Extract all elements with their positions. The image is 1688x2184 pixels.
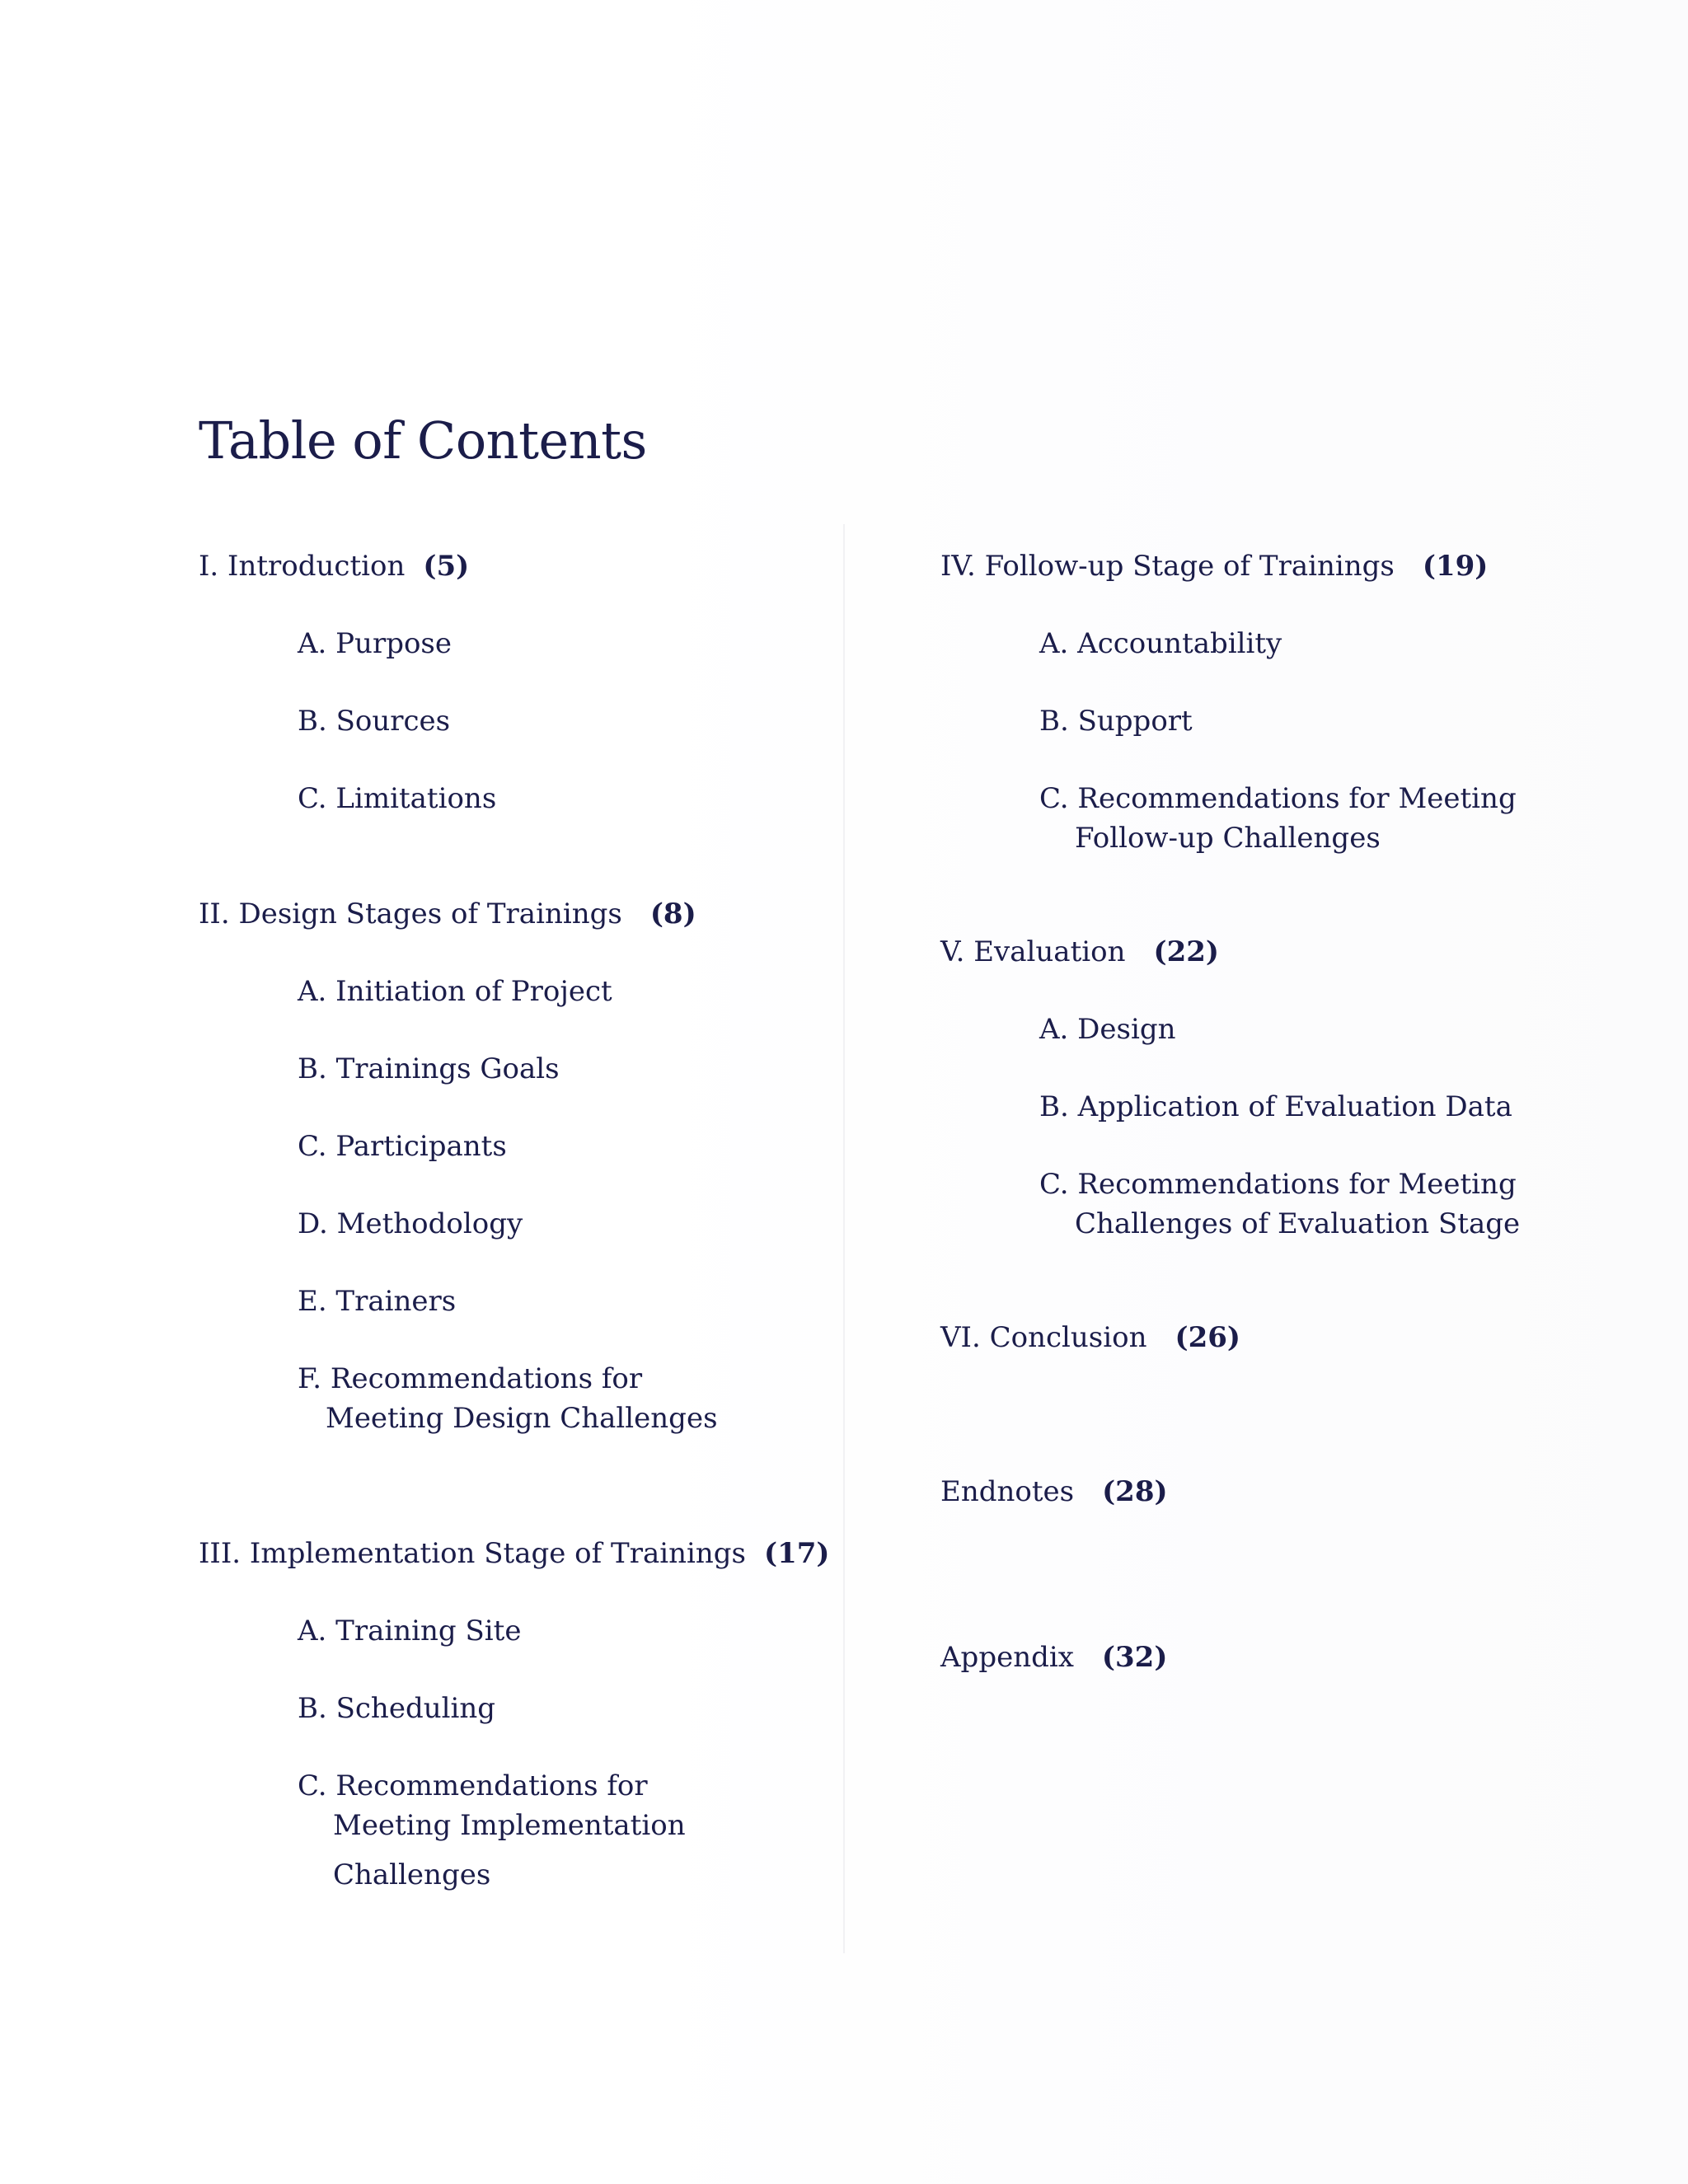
toc-item-trainers[interactable]: E. Trainers [298,1285,457,1318]
section-label: V. Evaluation [940,935,1126,968]
toc-section-implementation-stage[interactable] [199,1534,829,1573]
toc-item-initiation-of-project[interactable]: A. Initiation of Project [298,975,612,1008]
section-label: I. Introduction [199,550,406,583]
toc-item-purpose[interactable]: A. Purpose [298,627,452,660]
item-line-2: Challenges of Evaluation Stage [1075,1207,1521,1240]
page-number: (22) [1153,935,1219,968]
toc-item-methodology[interactable]: D. Methodology [298,1207,523,1240]
toc-item-participants[interactable]: C. Participants [298,1130,507,1163]
toc-item-application-of-evaluation-data[interactable]: B. Application of Evaluation Data [1039,1090,1512,1123]
toc-item-training-site[interactable]: A. Training Site [298,1615,522,1647]
item-line-2: Meeting Design Challenges [326,1402,718,1435]
toc-item-accountability[interactable]: A. Accountability [1039,627,1282,660]
page-title: Table of Contents [199,410,647,471]
page-number: (17) [763,1537,830,1570]
toc-item-follow-up-recommendations[interactable] [1039,779,1517,858]
toc-section-design-stages[interactable] [199,894,696,934]
section-label: Endnotes [940,1475,1075,1508]
item-line-1: C. Recommendations for Meeting [1039,1168,1517,1201]
toc-item-trainings-goals[interactable]: B. Trainings Goals [298,1052,560,1085]
toc-item-implementation-recommendations[interactable] [298,1766,686,1895]
section-label: IV. Follow-up Stage of Trainings [940,550,1395,583]
item-line-3: Challenges [333,1858,491,1891]
item-line-1: C. Recommendations for [298,1769,648,1802]
section-label: III. Implementation Stage of Trainings [199,1537,746,1570]
toc-section-evaluation[interactable] [940,932,1219,972]
page-number: (32) [1101,1641,1168,1674]
page-number: (5) [423,550,470,583]
item-line-1: F. Recommendations for [298,1362,643,1395]
toc-item-evaluation-recommendations[interactable] [1039,1165,1520,1244]
toc-item-design[interactable]: A. Design [1039,1013,1176,1046]
section-label: Appendix [940,1641,1074,1674]
toc-section-conclusion[interactable] [940,1318,1240,1357]
page-number: (19) [1422,550,1489,583]
item-line-1: C. Recommendations for Meeting [1039,782,1517,815]
page-number: (26) [1175,1321,1240,1354]
page-number: (28) [1102,1475,1168,1508]
section-label: II. Design Stages of Trainings [199,898,622,930]
toc-item-sources[interactable]: B. Sources [298,705,451,738]
item-line-2: Follow-up Challenges [1075,822,1381,855]
toc-section-follow-up-stage[interactable] [940,546,1488,586]
toc-item-limitations[interactable]: C. Limitations [298,782,497,815]
toc-section-appendix[interactable] [940,1638,1167,1677]
toc-section-endnotes[interactable] [940,1472,1168,1511]
toc-section-introduction[interactable] [199,546,469,586]
column-divider [843,524,845,1953]
section-label: VI. Conclusion [940,1321,1147,1354]
toc-item-scheduling[interactable]: B. Scheduling [298,1692,496,1725]
page-number: (8) [649,898,696,930]
item-line-2: Meeting Implementation [333,1809,686,1842]
toc-item-design-recommendations[interactable] [298,1359,718,1438]
toc-item-support[interactable]: B. Support [1039,705,1193,738]
